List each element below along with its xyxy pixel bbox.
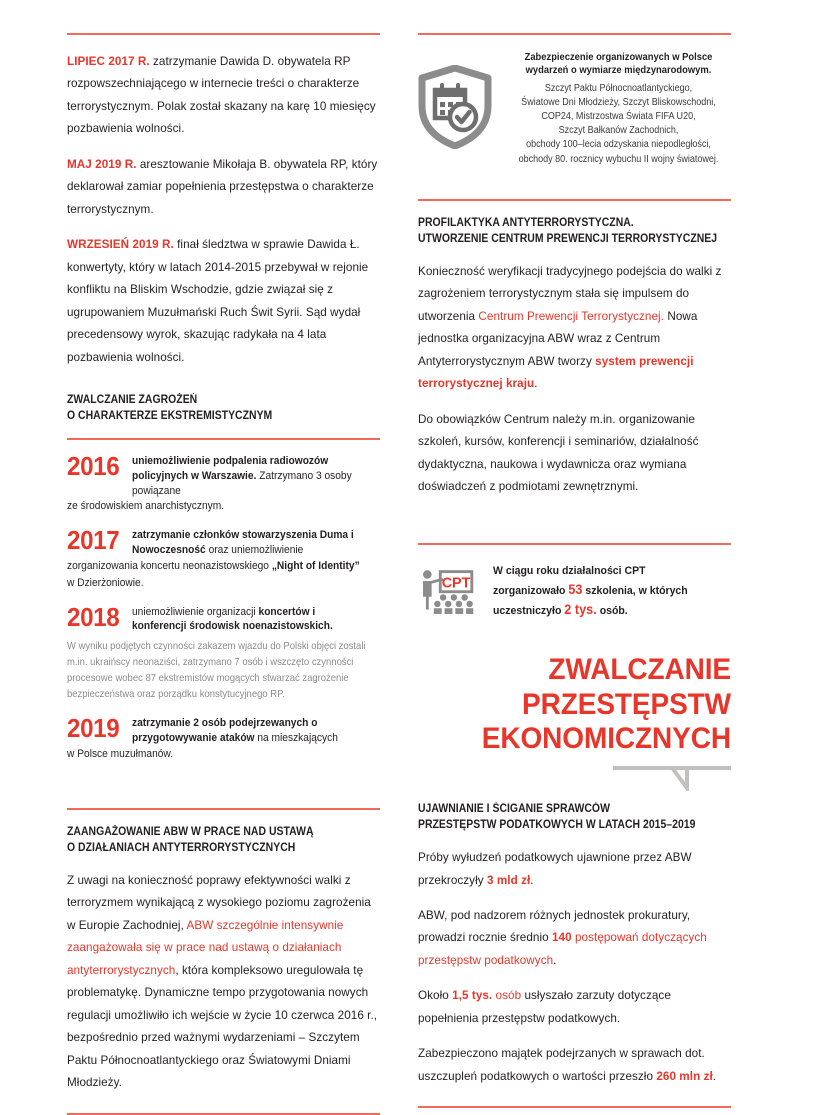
year-number: 2018 [67, 601, 120, 632]
spacer [67, 382, 380, 392]
divider-right-upper [418, 199, 731, 201]
tax-paragraph [418, 985, 731, 1030]
shield-calendar-check-icon [418, 65, 492, 149]
incident-lead-date: MAJ 2019 R. [67, 157, 137, 171]
tail-bold: „Night of Identity” [271, 559, 360, 572]
event-item: Szczyt Bałkanów Zachodnich, [558, 125, 679, 137]
year-description-bold: uniemożliwienie podpalenia radiowozów policyjnych w Warszawie. [132, 455, 329, 482]
year-entry [67, 451, 380, 515]
cpt-statistics-text [493, 563, 717, 620]
major-events-list [514, 82, 723, 167]
year-description-bold: zatrzymanie 2 osób podejrzewanych o przygotowywanie ataków [132, 717, 318, 745]
tax-highlight-tail: postępowań dotyczących przestępstw podatkowych [418, 931, 707, 967]
year-description-rest: na mieszkających [254, 732, 339, 745]
tax-highlight: 1,5 tys. [452, 989, 493, 1003]
divider-left-middle [67, 438, 380, 440]
cpt-trainings-count: 53 [568, 581, 583, 597]
year-row [67, 601, 380, 635]
heading-line-2: UTWORZENIE CENTRUM PREWENCJI TERRORYSTYCZNEJ [418, 231, 718, 245]
tax-paragraph [418, 905, 731, 972]
cpt-participants-count: 2 tys. [564, 601, 597, 617]
incident-text: aresztowanie Mikołaja B. obywatela RP, który deklarował zamiar popełnienia przestępstwa o charakterze terrorystycznym. [67, 157, 378, 216]
major-events-title: Zabezpieczenie organizowanych w Polsce wydarzeń o wymiarze międzynarodowym. [524, 52, 713, 77]
year-description-tail: w Polsce muzułmanów. [67, 747, 174, 760]
year-number: 2019 [67, 713, 120, 744]
year-description [132, 528, 360, 558]
divider-left-lower [67, 808, 380, 810]
year-row [67, 525, 380, 558]
headline-line-2: EKONOMICZNYCH [481, 721, 731, 755]
prevention-paragraph-1 [418, 261, 731, 396]
section-heading-prevention [418, 215, 731, 247]
svg-text:CPT: CPT [441, 575, 471, 592]
year-row [67, 451, 380, 498]
year-entry [67, 601, 380, 704]
law-text-highlight: ABW szczególnie intensywnie zaangażowała się w prace nad ustawą o działaniach antyterrorystycznych [67, 918, 344, 977]
year-description-bold: koncertów i konferencji środowisk noenazistowskich. [132, 605, 334, 633]
law-paragraph [67, 870, 380, 1095]
divider-right-bottom [418, 1106, 731, 1108]
incident-lead-date: WRZESIEŃ 2019 R. [67, 238, 174, 252]
event-item: obchody 80. rocznicy wybuchu II wojny światowej. [518, 153, 719, 165]
year-description [132, 605, 360, 635]
tax-highlight-tail: osób [492, 989, 522, 1003]
tax-highlight: 140 [552, 931, 572, 945]
incident-lead-date: LIPIEC 2017 R. [67, 55, 150, 68]
heading-line-1: ZAANGAŻOWANIE ABW W PRACE NAD USTAWĄ [67, 824, 314, 838]
tax-part2: . [712, 1069, 717, 1083]
tax-part1: Próby wyłudzeń podatkowych ujawnione przez ABW przekroczyły [418, 851, 692, 887]
major-events-block [418, 51, 731, 167]
section-heading-law [67, 824, 380, 856]
year-description [132, 454, 360, 498]
heading-line-1: PROFILAKTYKA ANTYTERRORYSTYCZNA. [418, 215, 634, 229]
prevention-highlight-1: Centrum Prewencji Terrorystycznej. [478, 309, 665, 323]
incident-paragraph [67, 51, 380, 141]
event-item: Światowe Dni Młodzieży, Szczyt Bliskowschodni, [521, 97, 716, 108]
divider-right-top [418, 33, 731, 35]
year-description-tail: ze środowiskiem anarchistycznym. [67, 500, 225, 513]
section-heading-extremism [67, 392, 380, 424]
year-note: W wyniku podjętych czynności zakazem wjazdu do Polski objęci zostali m.in. ukraińscy neonaziści, zatrzymano 7 osób i wszczęto czynności procesowe wobec 87 ekstremistów mogących stwarzać zagrożenie bezpieczeństwa oraz porządku konstytucyjnego RP. [67, 641, 366, 701]
year-description-rest: oraz uniemożliwienie [206, 544, 304, 557]
prevention-part1: Konieczność weryfikacji tradycyjnego podejścia do walki z zagrożeniem terrorystycznym stała się impulsem do utworzenia [418, 264, 722, 323]
speech-bubble-tail-icon [613, 765, 731, 791]
presenter-audience-whiteboard-icon [418, 559, 477, 623]
year-description-tail2: w Dzierżoniowie. [67, 576, 144, 589]
event-item: COP24, Mistrzostwa Świata FIFA U20, [541, 111, 696, 123]
cpt-line-2-post: szkolenia, w których [582, 584, 688, 597]
year-entry [67, 713, 380, 762]
heading-line-1: UJAWNIANIE I ŚCIGANIE SPRAWCÓW [418, 802, 610, 816]
year-row [67, 713, 380, 746]
tax-part2: . [553, 953, 557, 967]
prevention-part2: Nowa jednostka organizacyjna ABW wraz z Centrum Antyterrorystycznym ABW tworzy [418, 309, 698, 368]
heading-line-2: PRZESTĘPSTW PODATKOWYCH W LATACH 2015–2019 [418, 818, 696, 832]
year-description-rest: Zatrzymano 3 osoby powiązane [132, 469, 353, 497]
year-description-bold: zatrzymanie członków stowarzyszenia Duma i Nowoczesność [132, 529, 355, 557]
tax-part2: usłyszało zarzuty dotyczące popełnienia przestępstw podatkowych. [418, 989, 671, 1025]
prevention-highlight-2: system prewencji terrorystycznej kraju [418, 354, 694, 391]
incident-paragraph [67, 154, 380, 221]
year-number: 2016 [67, 451, 120, 482]
event-item: Szczyt Paktu Północnoatlantyckiego, [544, 82, 693, 94]
divider-left-top [67, 33, 380, 35]
spacer [418, 511, 731, 531]
spacer [67, 776, 380, 796]
major-events-text [506, 51, 731, 167]
headline-line-1: ZWALCZANIE PRZESTĘPSTW [522, 653, 731, 721]
main-headline [434, 653, 731, 756]
tax-paragraph [418, 1043, 731, 1088]
tax-highlight: 260 mln zł [656, 1069, 713, 1083]
cpt-line-3-pre: uczestniczyło [492, 604, 565, 617]
prevention-paragraph-2: Do obowiązków Centrum należy m.in. organizowanie szkoleń, kursów, konferencji i seminariów, działalność dydaktyczna, naukowa i wydawnicza oraz wymiana doświadczeń z podmiotami zewnętrznymi. [418, 412, 699, 493]
divider-right-middle [418, 543, 731, 545]
left-column [67, 33, 380, 1115]
heading-line-1: ZWALCZANIE ZAGROŻEŃ [67, 393, 198, 407]
tax-part1: Zabezpieczono majątek podejrzanych w sprawach dot. uszczupleń podatkowych o wartości przeszło [418, 1047, 705, 1083]
year-number: 2017 [67, 525, 120, 556]
tax-part2: . [530, 873, 534, 887]
shield-icon-wrapper [418, 51, 492, 154]
tax-part1: Około [418, 989, 453, 1003]
year-description-tail [67, 559, 378, 575]
law-text-part2: , która kompleksowo uregulowała tę problematykę. Dynamiczne tempo przygotowania nowych regulacji umożliwiło ich wejście w życie 10 czerwca 2016 r., bezpośrednio przed ważnymi wydarzeniami – Szczytem Paktu Północnoatlantyckiego oraz Światowymi Dniami Młodzieży. [67, 963, 378, 1090]
law-text-part1: Z uwagi na konieczność poprawy efektywności walki z terroryzmem wynikającą z wysokiego poziomu zagrożenia w Europie Zachodniej, [67, 873, 371, 932]
divider-left-bottom [67, 1113, 380, 1115]
prevention-part3: . [534, 377, 538, 391]
spacer [418, 791, 731, 801]
incident-text: zatrzymanie Dawida D. obywatela RP rozpowszechniającego w internecie treści o charakterze terrorystycznym. Polak został skazany na karę 10 miesięcy pozbawienia wolności. [67, 55, 376, 136]
incident-paragraph [67, 234, 380, 369]
heading-line-2: O CHARAKTERZE EKSTREMISTYCZNYM [67, 409, 273, 423]
tail-pre: zorganizowania koncertu neonazistowskiego [67, 559, 272, 572]
bubble-tail-wrapper [418, 765, 731, 791]
heading-line-2: O DZIAŁANIACH ANTYTERRORYSTYCZNYCH [67, 840, 296, 854]
tax-highlight: 3 mld zł [486, 873, 531, 887]
year-description [132, 716, 360, 746]
tax-part1: ABW, pod nadzorem różnych jednostek prokuratury, prowadzi rocznie średnio [418, 909, 691, 945]
spacer [418, 167, 731, 187]
cpt-line-2-pre: zorganizowało [492, 584, 569, 597]
tax-paragraph [418, 847, 731, 892]
incident-text: finał śledztwa w sprawie Dawida Ł. konwertyty, który w latach 2014-2015 przebywał w rejonie konfliktu na Bliskim Wschodzie, gdzie związał się z ugrupowaniem Muzułmański Ruch Świt Syrii. Sąd wydał precedensowy wyrok, skazując radykała na 4 lata pozbawienia wolności. [67, 238, 369, 364]
section-heading-tax [418, 801, 731, 833]
cpt-statistics-block [418, 559, 731, 623]
cpt-line-3-post: osób. [596, 604, 628, 617]
event-item: obchody 100–lecia odzyskania niepodległości, [526, 139, 711, 151]
year-entry [67, 525, 380, 591]
right-column [418, 33, 731, 1115]
year-description-pre: uniemożliwienie organizacji [132, 605, 259, 618]
cpt-line-1: W ciągu roku działalności CPT [492, 565, 646, 578]
